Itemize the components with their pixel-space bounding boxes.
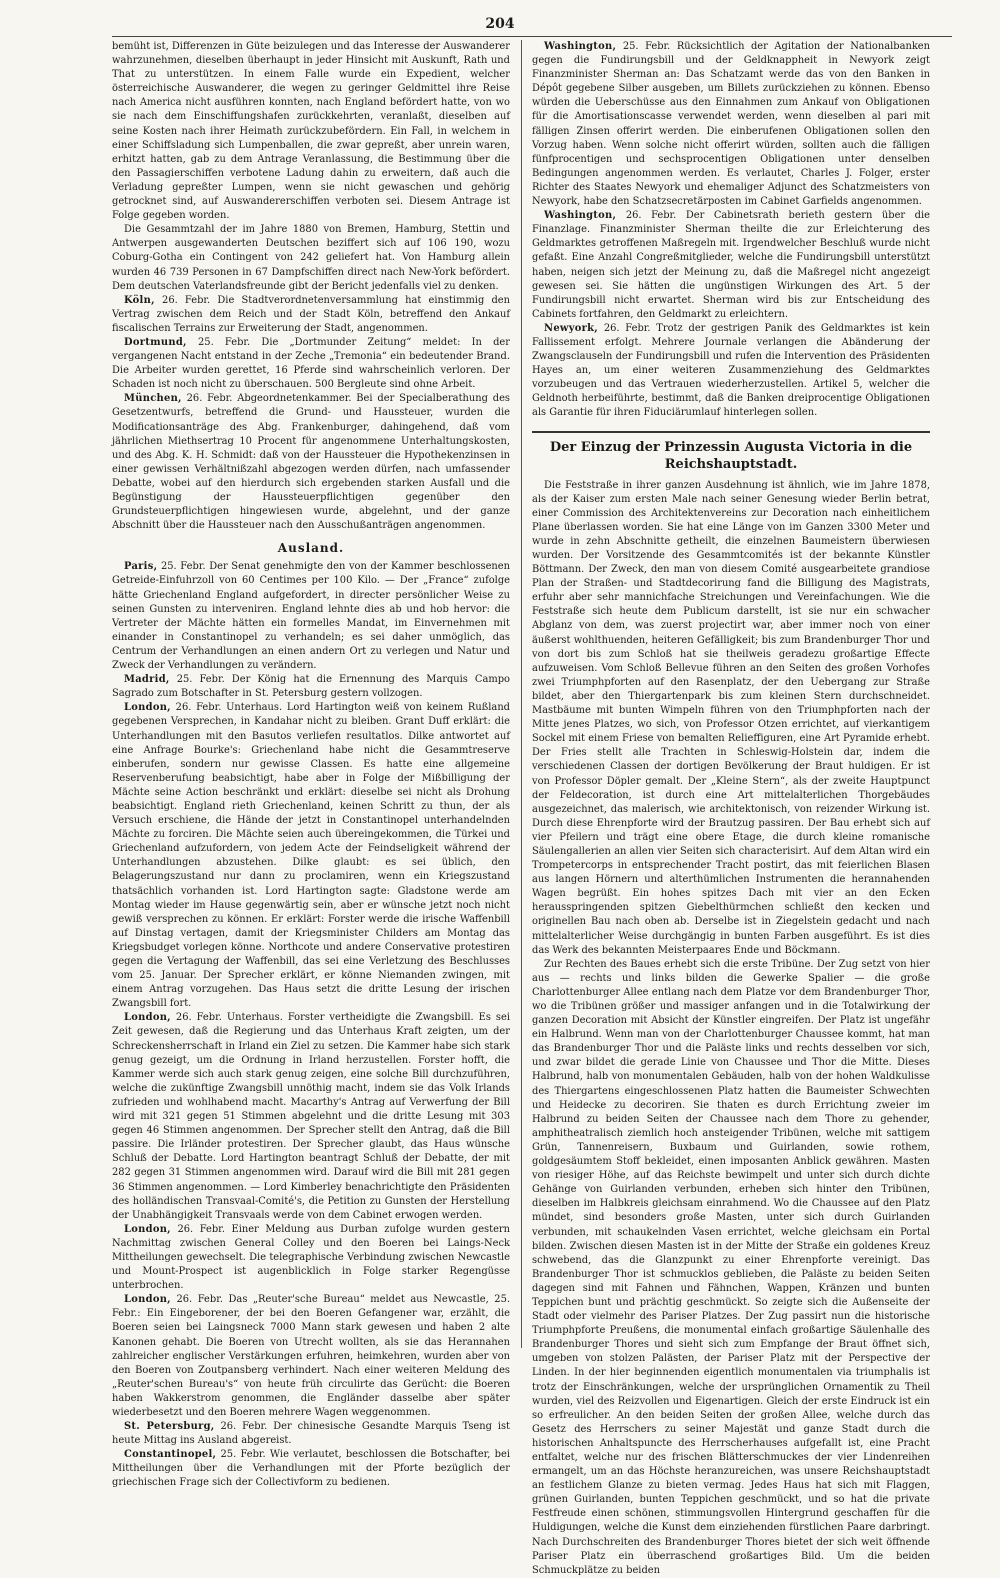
emigration-summary-paragraph: Die Gesammtzahl der im Jahre 1880 von Bremen, Hamburg, Stettin und Antwerpen ausgewanderten Deutschen beziffert sich auf 106 190, wozu Coburg-Gotha ein Contingent von 242 geliefert hat. Von Hamburg allein wurden 46 739 Personen in 67 Dampfschiffen direct nach New-York befördert. Dem deutschen Vaterlandsfreunde gibt der Bericht jedenfalls viel zu denken. bbox=[112, 224, 510, 292]
domestic-news-list bbox=[112, 294, 510, 534]
foreign-news-list bbox=[112, 560, 510, 1490]
header-rule bbox=[112, 36, 952, 37]
dateline-place: London, bbox=[124, 1294, 171, 1306]
right-column bbox=[532, 40, 931, 1576]
dateline-place: Dortmund, bbox=[124, 336, 187, 348]
news-item bbox=[112, 1293, 510, 1420]
dateline-place: London, bbox=[124, 702, 171, 714]
left-column bbox=[112, 40, 511, 1489]
feature-paragraph: Die Feststraße in ihrer ganzen Ausdehnung ist ähnlich, wie im Jahre 1878, als der Kaiser zum ersten Male nach seiner Genesung wieder Berlin betrat, einer Commission des Architektenvereins zur Decoration nach einheitlichem Plane überlassen worden. Sie hat eine Länge von im Ganzen 3300 Meter und wurde in zehn Abschnitte getheilt, die einzelnen Baumeistern überwiesen wurden. Der Vorsitzende des Gesammtcomités ist der bekannte Künstler Böttmann. Der Zweck, den man von diesem Comité ausgearbeitete grandiose Plan der Straßen- und Stadtdecorirung fand die Billigung des Magistrats, erfuhr aber sehr mannichfache Streichungen und Vereinfachungen. Wie die Feststraße sich heute dem Publicum darstellt, ist sie nur ein schwacher Abglanz von dem, was zuerst projectirt war, aber immer noch von einer äußerst wohlthuenden, heiteren Gefälligkeit; bis zum Brandenburger Thor und von dort bis zum Schloß hat sie theilweis geradezu großartige Effecte aufzuweisen. Vom Schloß Bellevue führen an den Seiten des großen Vorhofes zwei Triumphpforten auf den Rasenplatz, der den Uebergang zur Straße bildet, aber den Thiergartenpark bis zum kleinen Stern durchschneidet. Mastbäume mit bunten Wimpeln führen von den Triumphpforten nach der Mitte jenes Platzes, wo sich, von Professor Otzen errichtet, auf vierkantigem Sockel mit einem Friese von bemalten Relieffiguren, eine Art Pyramide erhebt. Der Fries stellt alle Trachten in Schleswig-Holstein dar, indem die verschiedenen Classen der dortigen Bevölkerung der Braut huldigen. Er ist von Professor Döpler gemalt. Der „Kleine Stern“, als der zweite Hauptpunct der Feldecoration, ist durch eine Art mittelalterlichen Thorgebäudes ausgezeichnet, das malerisch, wie architektonisch, von reizender Wirkung ist. Durch diese Ehrenpforte wird der Brautzug passiren. Der Bau erhebt sich auf vier Pfeilern und trägt eine obere Etage, die durch kleine romanische Säulengallerien an allen vier Seiten sich characterisirt. Auf dem Altan wird ein Trompetercorps in entsprechender Tracht postirt, das mit feierlichen Blasen aus langen Hörnern und alterthümlichen Instrumenten die herannahenden Wagen begrüßt. Ein hohes spitzes Dach mit vier an den Ecken herausspringenden spitzen Giebelthürmchen schließt den kecken und originellen Bau nach oben ab. Derselbe ist in Ziegelstein gedacht und nach mittelalterlicher Weise durchgängig in bunten Farben ausgeführt. Es ist dies das Werk des bekannten Meisterpaares Ende und Böckmann. bbox=[532, 479, 930, 956]
news-text: 26. Febr. Unterhaus. Lord Hartington weiß von keinem Rußland gegebenen Versprechen, in Kandahar nicht zu bleiben. Grant Duff erklärt: die Unterhandlungen mit den Basutos verliefen resultatlos. Dilke antwortet auf eine Anfrage Bourke's: Griechenland habe nicht die Gesammtreserve einberufen, sondern nur gewisse Classen. Es hatte eine allgemeine Reservenberufung beabsichtigt, habe aber in Folge der Mißbilligung der Mächte seine Action beschränkt und erklärt: dieselbe sei nicht als Drohung beabsichtigt. England rieth Griechenland, keinen Schritt zu thun, der als Versuch erschiene, die Hände der jetzt in Constantinopel unterhandelnden Mächte zu forciren. Die Mächte seien auch übereingekommen, die Türkei und Griechenland aufzufordern, von jedem Acte der Feindseligkeit während der Unterhandlungen abzustehen. Dilke glaubt: es sei üblich, den Belagerungszustand nur dann zu proclamiren, wenn ein Kriegszustand thatsächlich vorhanden ist. Lord Hartington sagte: Gladstone werde am Montag wieder im Hause gegenwärtig sein, aber er wünsche jetzt noch nicht gewiß versprechen zu können. Er erklärt: Forster werde die irische Waffenbill auf Dinstag vertagen, damit der Kriegsminister Childers am Montag das Kriegsbudget vorlegen könne. Northcote und andere Conservative protestiren gegen die Vertagung der Waffenbill, das sei eine Verletzung des Beschlusses vom 25. Januar. Der Sprecher erklärt, er könne Niemanden zwingen, mit einem Antrag vorzugehen. Das Haus setzt die dritte Lesung der irischen Zwangsbill fort. bbox=[112, 702, 510, 1010]
news-text: 25. Febr. Rücksichtlich der Agitation der Nationalbanken gegen die Fundirungsbill und der Geldknappheit in Newyork zeigt Finanzminister Sherman an: Das Schatzamt werde das von den Banken in Dépôt gegebene Silber ausgeben, um Billets zurückziehen zu können. Ebenso würden die Ueberschüsse aus den Einnahmen zum Ankauf von Obligationen für die Amortisationscasse verwendet werden, wenn dieselben al pari mit fälligen Zinsen offerirt werden. Die einberufenen Obligationen sollen den Vorzug haben. Wenn solche nicht offerirt würden, sollten auch die fälligen fünfprocentigen und sechsprocentigen Obligationen unter denselben Bedingungen angenommen werden. Es verlautet, Charles J. Folger, erster Richter des Staates Newyork und ehemaliger Adjunct des Schatzmeisters von Newyork, habe den Schatzsecretärposten im Cabinet Garfields angenommen. bbox=[532, 41, 931, 208]
news-item bbox=[532, 209, 930, 322]
news-text: 26. Febr. Unterhaus. Forster vertheidigte die Zwangsbill. Es sei Zeit gewesen, daß die Regierung und das Unterhaus Kraft zeigten, um der Schreckensherrschaft in Irland ein Ziel zu setzen. Die Kammer habe sich stark genug gezeigt, um die Ordnung in Irland herzustellen. Forster hofft, die Kammer werde sich auch stark genug zeigen, eine solche Bill durchzuführen, welche die zukünftige Zwangsbill unnöthig macht, indem sie das Volk Irlands zufrieden und wohlhabend macht. Macarthy's Antrag auf Verwerfung der Bill wird mit 321 gegen 51 Stimmen abgelehnt und die dritte Lesung mit 303 gegen 46 Stimmen angenommen. Der Sprecher stellt den Antrag, daß die Bill passire. Die Irländer protestiren. Der Sprecher glaubt, das Haus wünsche Schluß der Debatte. Lord Hartington beantragt Schluß der Debatte, der mit 282 gegen 31 Stimmen angenommen wird. Darauf wird die Bill mit 281 gegen 36 Stimmen angenommen. — Lord Kimberley benachrichtigte den Präsidenten des holländischen Transvaal-Comité's, die Petition zu Gunsten der Herstellung der Unabhängigkeit Transvaals werde von dem Cabinet erwogen werden. bbox=[112, 1012, 510, 1221]
news-item bbox=[532, 40, 930, 209]
news-item bbox=[112, 673, 510, 701]
dateline-place: Newyork, bbox=[544, 322, 599, 334]
dateline-place: London, bbox=[124, 1223, 171, 1235]
dateline-place: St. Petersburg, bbox=[124, 1421, 215, 1433]
news-text: 25. Febr. Der Senat genehmigte den von der Kammer beschlossenen Getreide-Einfuhrzoll von 60 Centimes per 100 Kilo. — Der „France“ zufolge hätte Griechenland England aufgefordert, in directer persönlicher Weise zu seinen Gunsten zu interveniren. England lehnte dies ab und hob hervor: die Vertreter der Mächte hätten ein formelles Mandat, im Einvernehmen mit einander in Constantinopel zu verhandeln; es sei daher unmöglich, das Centrum der Verhandlungen an einen andern Ort zu verlegen und Natur und Zweck der Verhandlungen zu verändern. bbox=[112, 561, 510, 672]
page-number: 204 bbox=[485, 16, 515, 32]
news-text: 26. Febr. Einer Meldung aus Durban zufolge wurden gestern Nachmittag zwischen General Colley und den Boeren bei Laings-Neck Mittheilungen gewechselt. Die telegraphische Verbindung zwischen Newcastle und Mount-Prospect ist augenblicklich in Folge starker Regengüsse unterbrochen. bbox=[112, 1223, 511, 1292]
news-text: 26. Febr. Die Stadtverordnetenversammlung hat einstimmig den Vertrag zwischen dem Reich und der Stadt Köln, betreffend den Ankauf fiscalischen Terrains zur Erweiterung der Stadt, angenommen. bbox=[112, 294, 511, 334]
news-item bbox=[112, 1420, 510, 1448]
dateline-place: Köln, bbox=[124, 294, 155, 306]
news-item bbox=[112, 336, 510, 392]
ausland-heading: Ausland. bbox=[277, 541, 345, 556]
dateline-place: Washington, bbox=[544, 41, 617, 52]
news-text: 25. Febr. Der König hat die Ernennung des Marquis Campo Sagrado zum Botschafter in St. Petersburg gestern vollzogen. bbox=[112, 674, 511, 700]
news-text: 25. Febr. Die „Dortmunder Zeitung“ meldet: In der vergangenen Nacht entstand in der Zeche „Tremonia“ ein bedeutender Brand. Die Arbeiter wurden gerettet, 16 Pferde sind wahrscheinlich verloren. Der Schaden ist noch nicht zu überschauen. 500 Bergleute sind ohne Arbeit. bbox=[112, 336, 510, 391]
news-text: 26. Febr. Trotz der gestrigen Panik des Geldmarktes ist kein Fallissement erfolgt. Mehrere Journale verlangen die Abänderung der Zwangsclauseln der Fundirungsbill und rufen die Intervention des Präsidenten Hayes an, um einer weiteren Zusammenziehung des Geldmarktes vorzubeugen und das Vertrauen wiederherzustellen. Artikel 5, welcher die Geldnoth herbeiführte, bestimmt, daß die Banken dreiprocentige Obligationen als Garantie für ihren Fiduciärumlauf hinterlegen sollen. bbox=[532, 322, 931, 419]
news-item bbox=[532, 322, 930, 421]
news-item bbox=[112, 1011, 510, 1222]
continued-paragraph: bemüht ist, Differenzen in Güte beizulegen und das Interesse der Auswanderer wahrzunehmen, dieselben überhaupt in jeder Hinsicht mit Auskunft, Rath und That zu unterstützen. In einem Falle wurde ein Expedient, welcher österreichische Auswanderer, die wegen zu geringer Geldmittel ihre Reise nach America nicht ausführen konnten, nach England befördert hatte, von wo sie nach dem Einschiffungshafen zurückkehrten, veranlaßt, dieselben auf seine Kosten nach ihrer Heimath zurückzubefördern. Ein Fall, in welchem in einer Schiffsladung sich Lumpenballen, die zwar gepreßt, aber unrein waren, erhitzt hatten, gab zu dem Antrage Veranlassung, die Bestimmung über die den Passagierschiffen verbotene Ladung dahin zu erweitern, daß auch die Verladung gepreßter Lumpen, wenn sie nicht gewaschen und gehörig getrocknet sind, auf Auswandererschiffen verboten sei. Diesem Antrage ist Folge gegeben worden. bbox=[112, 41, 510, 222]
dateline-place: Washington, bbox=[544, 210, 617, 222]
feature-paragraph: Zur Rechten des Baues erhebt sich die erste Tribüne. Der Zug setzt von hier aus — rechts und links bilden die Gewerke Spalier — die große Charlottenburger Allee entlang nach dem Platze vor dem Brandenburger Thor, wo die Tribünen größer und massiger anfangen und in die Totalwirkung der ganzen Decoration mit Absicht der Künstler eingreifen. Der Platz ist ungefähr ein Halbrund. Wenn man von der Charlottenburger Chaussee kommt, hat man das Brandenburger Thor und die Paläste links und rechts desselben vor sich, und zwar bildet die gerade Linie von Chaussee und Thor die Mitte. Dieses Halbrund, halb von monumentalen Gebäuden, halb von der hohen Waldkulisse des Thiergartens eingeschlossenen Platz hatten die Baumeister Schwechten und Heidecke zu decoriren. Sie thaten es durch Errichtung zweier im Halbrund zu beiden Seiten der Chaussee nach dem Thore zu gehender, amphitheatralisch ziemlich hoch ansteigender Tribünen, welche mit sattigem Grün, Tannenreisern, Buxbaum und Guirlanden, sowie rothem, goldgesäumtem Stoff bekleidet, einen imposanten Anblick gewähren. Masten von riesiger Höhe, auf das Reichste bewimpelt und unter sich durch dichte Gehänge von Guirlanden verbunden, erheben sich hinter den Tribünen, dieselben im Halbkreis gleichsam einrahmend. Wo die Chaussee auf den Platz mündet, sind besonders große Masten, unter sich durch Guirlanden verbunden, mit schaukelnden Vasen errichtet, welche gleichsam ein Portal bilden. Zwischen diesen Masten ist in der Mitte der Straße ein goldenes Kreuz schwebend, das die Glanzpunkt zu einer Ehrenpforte vereinigt. Das Brandenburger Thor ist schmucklos geblieben, die Paläste zu beiden Seiten dagegen sind mit Fahnen und Fähnchen, Wappen, Kränzen und bunten Teppichen bunt und prächtig geschmückt. So zeigte sich die Außenseite der Stadt oder vielmehr des Pariser Platzes. Der Zug passirt nun die historische Triumphpforte Preußens, die monumental einfach großartige Säulenhalle des Brandenburger Thores und sieht sich zum Empfange der Braut öffnet sich, umgeben von stolzen Palästen, der Pariser Platz mit der Perspective der Linden. In der hier beginnenden eigentlich monumentalen via triumphalis ist trotz der Einschränkungen, welche der ursprünglichen Ornamentik zu Theil wurden, viel des Reizvollen und Eigenartigen. Gleich der erste Eindruck ist ein so erfreulicher. An den beiden Seiten der großen Allee, welche durch das Gesetz des Herrschers zu seiner Majestät und ganze Stadt durch die historischen Anhaltspuncte des Herrscherhauses aufgefallt ist, eine Pracht entfaltet, welche nur des frischen Blätterschmuckes der vier Lindenreihen ermangelt, um an das Höchste heranzureichen, was unsere Reichshauptstadt an festlichem Glanze zu bieten vermag. Jedes Haus hat sich mit Flaggen, grünen Guirlanden, bunten Teppichen geschmückt, und so hat die private Festfreude einen schönen, stimmungsvollen Hintergrund geschaffen für die Huldigungen, welche die Kunst dem einziehenden fürstlichen Paare darbringt. Nach Durchschreiten des Brandenburger Thores bietet der sich weit öffnende Pariser Platz ein überraschend großartiges Bild. Um die beiden Schmuckplätze zu beiden bbox=[532, 958, 930, 1576]
news-text: 26. Febr. Abgeordnetenkammer. Bei der Specialberathung des Gesetzentwurfs, betreffend die Grund- und Haussteuer, wurden die Modificationsanträge des Abg. Frankenburger, dahingehend, daß vom jährlichen Miethsertrag 10 Procent für angenommene Unterhaltungskosten, und des Abg. K. H. Schmidt: daß von der Haussteuer die Hypothekenzinsen in einer gewissen Verhältnißzahl abgezogen werden dürfen, nach umfassender Debatte, wobei auf den hierdurch sich ergebenden starken Ausfall und die Begünstigung der Haussteuerpflichtigen gegenüber den Grundsteuerpflichtigen hingewiesen wurde, abgelehnt, und der ganze Abschnitt über die Haussteuer nach den Ausschußanträgen angenommen. bbox=[112, 393, 511, 532]
feature-article-title: Der Einzug der Prinzessin Augusta Victoria in die Reichshauptstadt. bbox=[532, 431, 930, 473]
news-text: 26. Febr. Das „Reuter'sche Bureau“ meldet aus Newcastle, 25. Febr.: Ein Eingeborener, der bei den Boeren Gefangener war, erzählt, die Boeren seien bei Laingsneck 7000 Mann stark gewesen und haben 2 alte Kanonen gehabt. Die Boeren von Utrecht wollten, als sie das Herannahen zahlreicher englischer Verstärkungen erfuhren, heimkehren, wurden aber von den Boeren von Zoutpansberg verhindert. Nach einer weiteren Meldung des „Reuter'schen Bureau's“ von heute früh circulirte das Gerücht: die Boeren haben Wakkerstrom genommen, die Engländer dasselbe aber später wiederbesetzt und den Boeren mehrere Wagen weggenommen. bbox=[112, 1294, 510, 1418]
dateline-place: Constantinopel, bbox=[124, 1449, 217, 1461]
news-item bbox=[112, 294, 510, 336]
news-item bbox=[112, 1223, 510, 1293]
dateline-place: Madrid, bbox=[124, 674, 170, 686]
dateline-place: London, bbox=[124, 1012, 171, 1024]
american-news-list bbox=[532, 40, 930, 421]
news-text: 25. Febr. Wie verlautet, beschlossen die Botschafter, bei Mittheilungen über die Verhandlungen mit der Pforte bezüglich der griechischen Frage sich der Collectivform zu bedienen. bbox=[112, 1449, 511, 1489]
news-item bbox=[112, 1448, 510, 1490]
feature-article-body bbox=[532, 479, 930, 1578]
news-text: 26. Febr. Der chinesische Gesandte Marquis Tseng ist heute Mittag ins Ausland abgereist. bbox=[112, 1421, 511, 1447]
dateline-place: München, bbox=[124, 393, 182, 405]
news-text: 26. Febr. Der Cabinetsrath berieth gestern über die Finanzlage. Finanzminister Sherman theilte die zur Erleichterung des Geldmarktes getroffenen Maßregeln mit. Irgendwelcher Beschluß wurde nicht gefaßt. Eine Anzahl Congreßmitglieder, welche die Fundirungsbill unterstützt haben, neigen sich jetzt der Meinung zu, daß die Maßregel nicht angezeigt gewesen sei. Sie hätten die ungünstigen Wirkungen des Art. 5 der Fundirungsbill nicht erwartet. Sherman wird bis zur Entscheidung des Cabinets fortfahren, den Geldmarkt zu erleichtern. bbox=[532, 210, 931, 320]
news-item bbox=[112, 392, 510, 533]
dateline-place: Paris, bbox=[124, 561, 158, 573]
news-item bbox=[112, 560, 510, 673]
column-divider bbox=[521, 40, 522, 1348]
news-item bbox=[112, 701, 510, 1011]
